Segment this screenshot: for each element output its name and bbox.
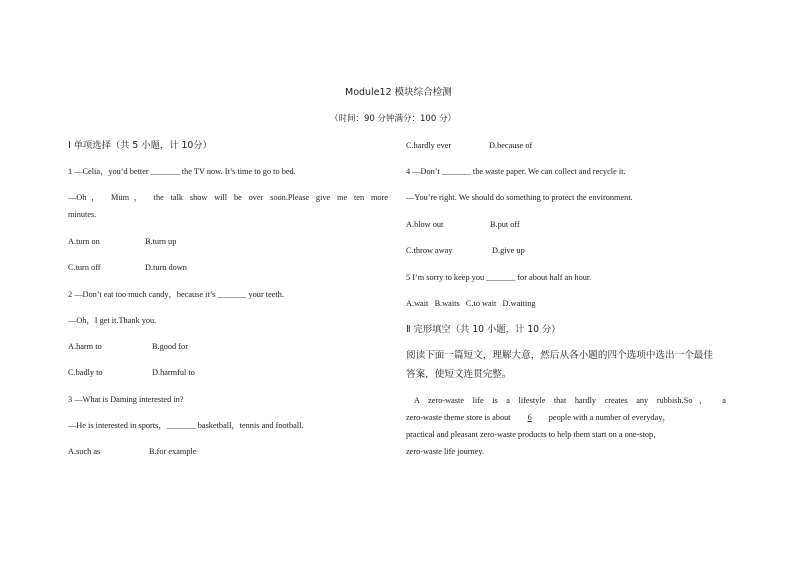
- q3-reply: —He is interested in sports，_______ basketball，tennis and football.: [68, 421, 304, 430]
- q2-reply: —Oh，I get it.Thank you.: [68, 316, 157, 325]
- passage-line2-end: people with a number of everyday，: [548, 413, 671, 422]
- q3-option-c: C.hardly ever: [406, 141, 452, 150]
- q4-option-c: C.throw away: [406, 246, 453, 255]
- q1-stem: 1 —Celia，you’d better _______ the TV now. It’s time to go to bed.: [68, 167, 296, 176]
- q1-option-b: B.turn up: [145, 237, 177, 246]
- q3-stem: 3 —What is Daming interested in?: [68, 395, 184, 404]
- q4-option-a: A.blow out: [406, 220, 444, 229]
- section2-instruction-line2: 答案，使短文连贯完整。: [406, 369, 512, 380]
- q1-option-c: C.turn off: [68, 263, 101, 272]
- q4-option-b: B.put off: [490, 220, 520, 229]
- q2-option-c: C.badly to: [68, 368, 103, 377]
- passage-line2-start: zero-waste theme store is about: [406, 413, 511, 422]
- q3-option-a: A.such as: [68, 447, 101, 456]
- passage-line2: [406, 412, 671, 424]
- passage-line3: practical and pleasant zero-waste products to help them start on a one-stop，: [406, 430, 662, 439]
- q5-options: A.wait B.waits C.to wait D.waiting: [406, 299, 536, 308]
- q1-reply-line1: —Oh， Mum， the talk show will be over soon.Please give me ten more: [68, 193, 388, 202]
- q4-stem: 4 —Don’t _______ the waste paper. We can collect and recycle it.: [406, 167, 626, 176]
- exam-time-info: （时间：90 分钟满分：100 分）: [330, 114, 456, 124]
- q2-option-d: D.harmful to: [152, 368, 195, 377]
- q2-stem: 2 —Don’t eat too much candy，because it’s _______ your teeth.: [68, 290, 284, 299]
- section2-instruction-line1: 阅读下面一篇短文，理解大意，然后从各小题的四个选项中选出一个最佳: [406, 350, 713, 361]
- section2-heading: Ⅱ 完形填空（共 10 小题，计 10 分）: [406, 324, 561, 335]
- q2-option-b: B.good for: [152, 342, 188, 351]
- passage-line1: A zero-waste life is a lifestyle that hardly creates any rubbish.So， a: [414, 396, 726, 405]
- q5-stem: 5 I’m sorry to keep you _______ for about half an hour.: [406, 273, 592, 282]
- section1-heading: Ⅰ 单项选择（共 5 小题，计 10分）: [68, 140, 212, 151]
- cloze-blank-6: 6: [527, 413, 532, 422]
- q4-reply: —You’re right. We should do something to protect the environment.: [406, 193, 633, 202]
- page-title: Module12 模块综合检测: [345, 87, 452, 98]
- q4-option-d: D.give up: [492, 246, 525, 255]
- q3-option-b: B.for example: [149, 447, 197, 456]
- q3-option-d: D.because of: [489, 141, 533, 150]
- q1-reply-line2: minutes.: [68, 210, 97, 219]
- q1-option-a: A.turn on: [68, 237, 100, 246]
- q1-option-d: D.turn down: [145, 263, 187, 272]
- passage-line4: zero-waste life journey.: [406, 447, 485, 456]
- q2-option-a: A.harm to: [68, 342, 102, 351]
